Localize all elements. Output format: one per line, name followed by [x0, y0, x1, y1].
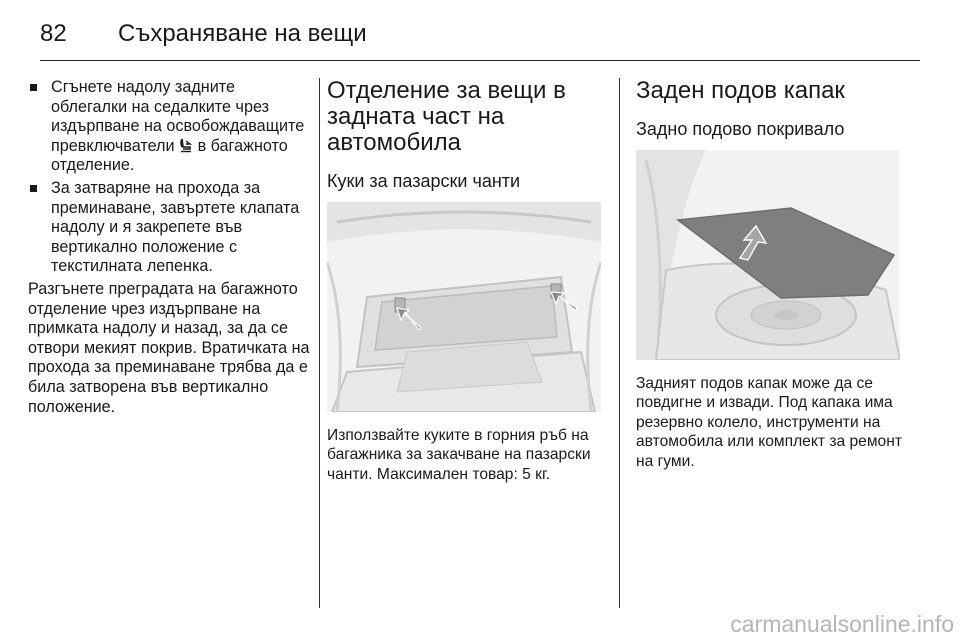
seat-release-icon [179, 138, 193, 153]
column-right [636, 78, 906, 471]
bullet-text: Сгънете надолу задните облегалки на седалките чрез издърпване на освобождаващите превключватели [51, 78, 305, 155]
section-subheading: Задно подово покривало [636, 119, 845, 139]
bullet-text: За затваряне на прохода за преминаване, завъртете клапата надолу и я закрепете във вертикално положение с текстилната лепенка. [51, 178, 300, 276]
page-number: 82 [40, 20, 67, 47]
image-caption: Задният подов капак може да се повдигне и извади. Под капака има резервно колело, инструменти на автомобила или комплект за ремонт на гуми. [636, 375, 902, 470]
page-header [40, 14, 920, 61]
watermark: carmanualsonline.info [730, 611, 954, 637]
bullet-item [28, 78, 310, 176]
image-caption: Използвайте куките в горния ръб на багажника за закачване на пазарски чанти. Максимален товар: 5 кг. [327, 427, 591, 483]
floor-cover-illustration [636, 150, 900, 360]
section-heading: Заден подов капак [636, 77, 845, 104]
column-divider [319, 78, 320, 608]
section-heading: Отделение за вещи в задната част на автомобила [327, 77, 566, 156]
bullet-marker [30, 185, 37, 192]
bullet-marker [30, 84, 37, 91]
trunk-hooks-illustration [327, 202, 601, 412]
bullet-text-suffix: в багажното отделение. [51, 136, 288, 175]
bullet-item [28, 179, 310, 277]
column-divider [619, 78, 620, 608]
page-title: Съхраняване на вещи [118, 20, 367, 47]
section-subheading: Куки за пазарски чанти [327, 171, 521, 191]
column-left [28, 78, 310, 417]
column-middle [327, 78, 609, 484]
body-paragraph: Разгънете преградата на багажното отделение чрез издърпване на примката надолу и назад, за да се отвори мекият покрив. Вратичката на прохода за преминаване трябва да е била затворена във вертикално положение. [28, 279, 310, 416]
